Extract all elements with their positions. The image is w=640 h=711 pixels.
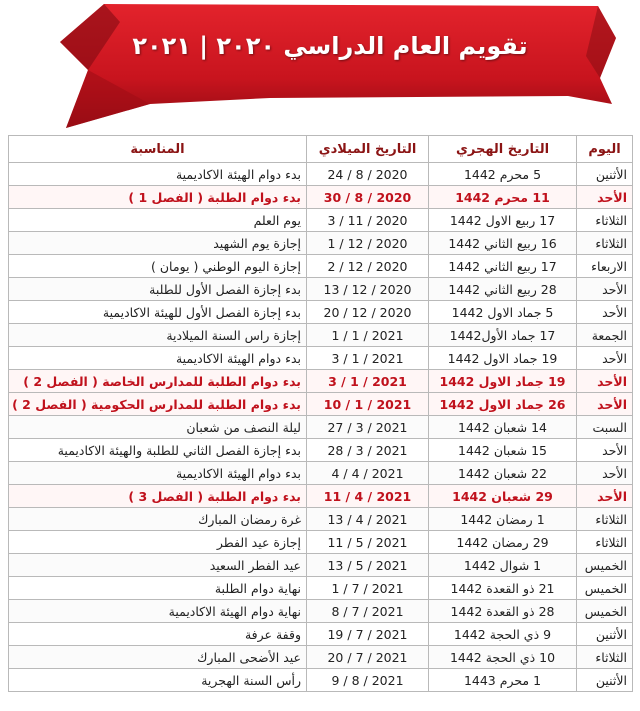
- cell-hijri-date: 1 شوال 1442: [429, 554, 577, 577]
- cell-gregorian-date: 2021 / 4 / 4: [307, 462, 429, 485]
- cell-day: الثلاثاء: [577, 232, 633, 255]
- cell-day: السبت: [577, 416, 633, 439]
- cell-occasion: غرة رمضان المبارك: [9, 508, 307, 531]
- cell-gregorian-date: 2021 / 1 / 3: [307, 347, 429, 370]
- table-row: [9, 324, 633, 347]
- cell-day: الأحد: [577, 186, 633, 209]
- table-row: [9, 623, 633, 646]
- cell-occasion: نهاية دوام الهيئة الاكاديمية: [9, 600, 307, 623]
- table-row: [9, 577, 633, 600]
- table-row: [9, 508, 633, 531]
- table-row: [9, 393, 633, 416]
- cell-hijri-date: 5 محرم 1442: [429, 163, 577, 186]
- cell-day: الخميس: [577, 600, 633, 623]
- cell-gregorian-date: 2020 / 8 / 30: [307, 186, 429, 209]
- cell-occasion: بدء دوام الهيئة الاكاديمية: [9, 462, 307, 485]
- cell-day: الأحد: [577, 485, 633, 508]
- cell-gregorian-date: 2021 / 5 / 11: [307, 531, 429, 554]
- cell-hijri-date: 28 ذو القعدة 1442: [429, 600, 577, 623]
- cell-hijri-date: 22 شعبان 1442: [429, 462, 577, 485]
- cell-day: الثلاثاء: [577, 209, 633, 232]
- cell-gregorian-date: 2020 / 12 / 13: [307, 278, 429, 301]
- cell-gregorian-date: 2021 / 1 / 3: [307, 370, 429, 393]
- cell-hijri-date: 17 جماد الأول1442: [429, 324, 577, 347]
- cell-gregorian-date: 2021 / 4 / 13: [307, 508, 429, 531]
- cell-day: الخميس: [577, 577, 633, 600]
- cell-occasion: عيد الفطر السعيد: [9, 554, 307, 577]
- ribbon-graphic: [0, 0, 640, 135]
- cell-hijri-date: 19 جماد الاول 1442: [429, 370, 577, 393]
- cell-hijri-date: 14 شعبان 1442: [429, 416, 577, 439]
- table-row: [9, 278, 633, 301]
- cell-hijri-date: 5 جماد الاول 1442: [429, 301, 577, 324]
- table-row: [9, 462, 633, 485]
- cell-occasion: بدء إجازة الفصل الأول للطلبة: [9, 278, 307, 301]
- cell-gregorian-date: 2020 / 12 / 20: [307, 301, 429, 324]
- cell-occasion: بدء دوام الطلبة للمدارس الحكومية ( الفصل 2 ): [9, 393, 307, 416]
- table-row: [9, 439, 633, 462]
- cell-hijri-date: 26 جماد الاول 1442: [429, 393, 577, 416]
- cell-occasion: إجازة يوم الشهيد: [9, 232, 307, 255]
- cell-hijri-date: 19 جماد الاول 1442: [429, 347, 577, 370]
- cell-day: الأثنين: [577, 623, 633, 646]
- cell-day: الثلاثاء: [577, 646, 633, 669]
- cell-occasion: نهاية دوام الطلبة: [9, 577, 307, 600]
- page-title: تقويم العام الدراسي ٢٠٢٠ | ٢٠٢١: [132, 32, 528, 60]
- header-day: اليوم: [577, 136, 633, 163]
- cell-day: الأحد: [577, 439, 633, 462]
- cell-occasion: إجازة راس السنة الميلادية: [9, 324, 307, 347]
- cell-gregorian-date: 2020 / 11 / 3: [307, 209, 429, 232]
- cell-hijri-date: 15 شعبان 1442: [429, 439, 577, 462]
- cell-occasion: وقفة عرفة: [9, 623, 307, 646]
- table-row: [9, 416, 633, 439]
- cell-gregorian-date: 2020 / 8 / 24: [307, 163, 429, 186]
- cell-occasion: بدء دوام الطلبة للمدارس الخاصة ( الفصل 2 ): [9, 370, 307, 393]
- cell-occasion: بدء إجازة الفصل الثاني للطلبة والهيئة الاكاديمية: [9, 439, 307, 462]
- cell-day: الأحد: [577, 347, 633, 370]
- table-row: [9, 163, 633, 186]
- table-header-row: [9, 136, 633, 163]
- table-row: [9, 232, 633, 255]
- cell-day: الأحد: [577, 393, 633, 416]
- cell-day: الأحد: [577, 278, 633, 301]
- table-row: [9, 255, 633, 278]
- cell-gregorian-date: 2021 / 3 / 27: [307, 416, 429, 439]
- table-row: [9, 531, 633, 554]
- table-row: [9, 600, 633, 623]
- cell-hijri-date: 29 رمضان 1442: [429, 531, 577, 554]
- table-row: [9, 186, 633, 209]
- cell-occasion: بدء دوام الطلبة ( الفصل 3 ): [9, 485, 307, 508]
- cell-day: الأحد: [577, 370, 633, 393]
- cell-occasion: إجازة عيد الفطر: [9, 531, 307, 554]
- table-row: [9, 209, 633, 232]
- header-hijri-date: التاريخ الهجري: [429, 136, 577, 163]
- table-row: [9, 554, 633, 577]
- cell-occasion: ليلة النصف من شعبان: [9, 416, 307, 439]
- calendar-table: [8, 135, 633, 692]
- table-row: [9, 370, 633, 393]
- cell-hijri-date: 17 ربيع الثاني 1442: [429, 255, 577, 278]
- table-row: [9, 347, 633, 370]
- cell-gregorian-date: 2021 / 8 / 9: [307, 669, 429, 692]
- cell-day: الأثنين: [577, 163, 633, 186]
- cell-hijri-date: 21 ذو القعدة 1442: [429, 577, 577, 600]
- cell-day: الأثنين: [577, 669, 633, 692]
- cell-gregorian-date: 2021 / 7 / 19: [307, 623, 429, 646]
- cell-hijri-date: 1 محرم 1443: [429, 669, 577, 692]
- cell-gregorian-date: 2021 / 1 / 1: [307, 324, 429, 347]
- cell-hijri-date: 17 ربيع الاول 1442: [429, 209, 577, 232]
- table-body: [9, 163, 633, 692]
- cell-day: الثلاثاء: [577, 531, 633, 554]
- cell-day: الأحد: [577, 301, 633, 324]
- cell-hijri-date: 11 محرم 1442: [429, 186, 577, 209]
- cell-day: الاربعاء: [577, 255, 633, 278]
- cell-gregorian-date: 2021 / 7 / 1: [307, 577, 429, 600]
- cell-day: الخميس: [577, 554, 633, 577]
- cell-hijri-date: 28 ربيع الثاني 1442: [429, 278, 577, 301]
- cell-occasion: إجازة اليوم الوطني ( يومان ): [9, 255, 307, 278]
- cell-occasion: بدء دوام الطلبة ( الفصل 1 ): [9, 186, 307, 209]
- cell-gregorian-date: 2020 / 12 / 2: [307, 255, 429, 278]
- cell-day: الأحد: [577, 462, 633, 485]
- cell-hijri-date: 9 ذي الحجة 1442: [429, 623, 577, 646]
- cell-gregorian-date: 2021 / 5 / 13: [307, 554, 429, 577]
- table-row: [9, 669, 633, 692]
- title-banner: [0, 0, 640, 135]
- cell-occasion: بدء دوام الهيئة الاكاديمية: [9, 163, 307, 186]
- cell-hijri-date: 29 شعبان 1442: [429, 485, 577, 508]
- cell-occasion: رأس السنة الهجرية: [9, 669, 307, 692]
- table-row: [9, 301, 633, 324]
- cell-hijri-date: 1 رمضان 1442: [429, 508, 577, 531]
- cell-gregorian-date: 2021 / 3 / 28: [307, 439, 429, 462]
- cell-gregorian-date: 2020 / 12 / 1: [307, 232, 429, 255]
- header-occasion: المناسبة: [9, 136, 307, 163]
- cell-gregorian-date: 2021 / 1 / 10: [307, 393, 429, 416]
- cell-occasion: يوم العلم: [9, 209, 307, 232]
- cell-occasion: عيد الأضحى المبارك: [9, 646, 307, 669]
- table-row: [9, 485, 633, 508]
- cell-hijri-date: 16 ربيع الثاني 1442: [429, 232, 577, 255]
- cell-gregorian-date: 2021 / 4 / 11: [307, 485, 429, 508]
- cell-gregorian-date: 2021 / 7 / 20: [307, 646, 429, 669]
- table-row: [9, 646, 633, 669]
- header-gregorian-date: التاريخ الميلادي: [307, 136, 429, 163]
- cell-occasion: بدء دوام الهيئة الاكاديمية: [9, 347, 307, 370]
- cell-day: الثلاثاء: [577, 508, 633, 531]
- cell-day: الجمعة: [577, 324, 633, 347]
- cell-gregorian-date: 2021 / 7 / 8: [307, 600, 429, 623]
- cell-hijri-date: 10 ذي الحجة 1442: [429, 646, 577, 669]
- cell-occasion: بدء إجازة الفصل الأول للهيئة الاكاديمية: [9, 301, 307, 324]
